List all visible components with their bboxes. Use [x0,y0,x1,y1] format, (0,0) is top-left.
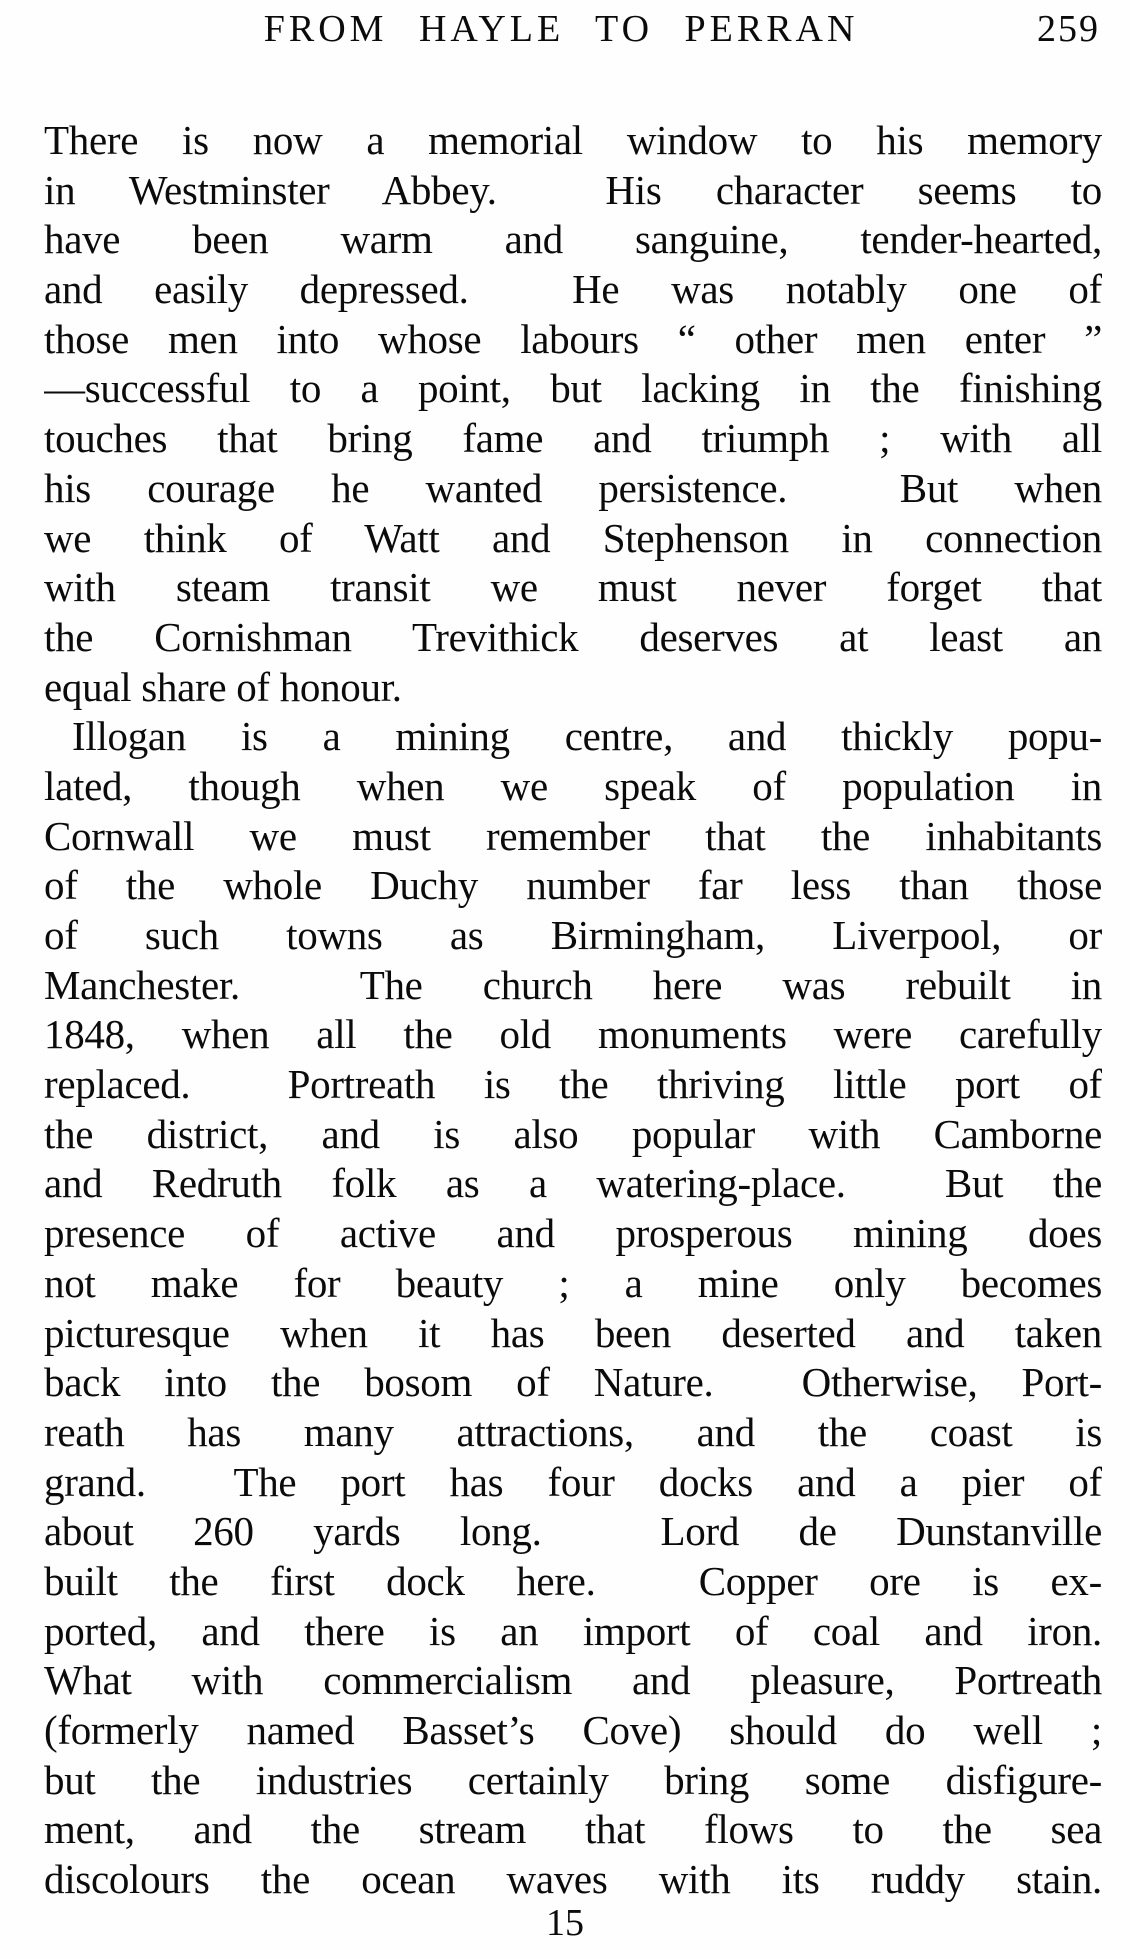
text-line: Manchester. The church here was rebuilt in [44,961,1102,1008]
text-line: the Cornishman Trevithick deserves at least an [44,613,1102,660]
chapter-title: FROM HAYLE TO PERRAN [263,8,859,50]
footer-page-number: 15 [546,1902,584,1944]
text-line: replaced. Portreath is the thriving little port of [44,1061,1102,1108]
text-line: of the whole Duchy number far less than those [44,862,1102,909]
text-line: presence of active and prosperous mining does [44,1210,1102,1257]
text-line: —successful to a point, but lacking in the finishing [44,365,1102,412]
text-line: Illogan is a mining centre, and thickly popu- [72,713,1102,760]
text-line: grand. The port has four docks and a pier of [44,1458,1102,1505]
text-line: with steam transit we must never forget that [44,564,1102,611]
text-line: we think of Watt and Stephenson in connection [44,514,1102,561]
text-line: in Westminster Abbey. His character seems to [44,166,1102,213]
text-line: There is now a memorial window to his memory [44,117,1102,163]
text-line: and easily depressed. He was notably one of [44,266,1102,313]
text-line: equal share of honour. [44,663,402,710]
text-line: reath has many attractions, and the coast is [44,1408,1102,1455]
text-line: discolours the ocean waves with its ruddy stain. [44,1856,1102,1903]
running-header [44,8,1102,54]
page-footer [0,1900,1130,1946]
text-line: of such towns as Birmingham, Liverpool, or [44,912,1102,958]
text-line: back into the bosom of Nature. Otherwise, Port- [44,1359,1102,1406]
text-line: 1848, when all the old monuments were carefully [44,1011,1102,1058]
text-line: but the industries certainly bring some disfigure- [44,1756,1102,1803]
header-page-number: 259 [1037,8,1100,50]
text-line: have been warm and sanguine, tender-hearted, [44,216,1102,263]
text-line: touches that bring fame and triumph ; with all [44,415,1102,462]
text-line: those men into whose labours “ other men enter ” [44,315,1102,362]
text-line: about 260 yards long. Lord de Dunstanville [44,1508,1102,1555]
text-line: lated, though when we speak of population in [44,762,1102,809]
text-line: ment, and the stream that flows to the sea [44,1806,1102,1853]
text-line: his courage he wanted persistence. But when [44,464,1102,511]
text-line: and Redruth folk as a watering-place. But the [44,1160,1102,1207]
text-line: ported, and there is an import of coal and iron. [44,1607,1102,1654]
text-line: picturesque when it has been deserted and taken [44,1309,1102,1356]
body-text-column [44,116,1102,1905]
text-line: built the first dock here. Copper ore is ex- [44,1557,1102,1604]
text-line: Cornwall we must remember that the inhabitants [44,812,1102,859]
text-line: not make for beauty ; a mine only becomes [44,1259,1102,1306]
text-line: What with commercialism and pleasure, Portreath [44,1657,1102,1704]
text-line: the district, and is also popular with Camborne [44,1110,1102,1157]
text-line: (formerly named Basset’s Cove) should do well ; [44,1707,1102,1753]
